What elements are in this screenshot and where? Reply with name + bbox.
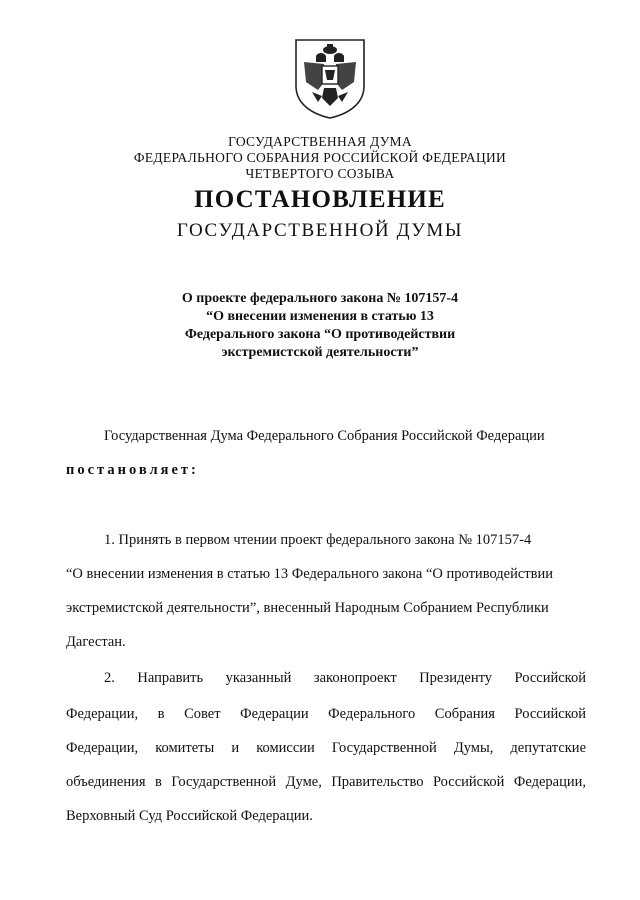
about-block	[0, 290, 640, 362]
item1-line-1: 1. Принять в первом чтении проект федерального закона № 107157-4	[104, 532, 532, 548]
item2-line-4: объединения в Государственной Думе, Правительство Российской Федерации,	[66, 774, 586, 790]
resolves-word: постановляет:	[66, 462, 199, 478]
item2-line-2: Федерации, в Совет Федерации Федерального Собрания Российской	[66, 706, 586, 722]
item1-line-3: экстремистской деятельности”, внесенный Народным Собранием Республики	[66, 600, 549, 616]
item2-line-5: Верховный Суд Российской Федерации.	[66, 808, 313, 824]
item2-line-1: 2. Направить указанный законопроект Президенту Российской	[104, 670, 586, 686]
org-line-2: ФЕДЕРАЛЬНОГО СОБРАНИЯ РОССИЙСКОЙ ФЕДЕРАЦИИ	[133, 150, 507, 165]
about-line-2: “О внесении изменения в статью 13	[206, 309, 434, 324]
preamble: Государственная Дума Федерального Собрания Российской Федерации	[104, 428, 545, 444]
about-line-1: О проекте федерального закона № 107157-4	[181, 291, 459, 306]
document-subtitle: ГОСУДАРСТВЕННОЙ ДУМЫ	[176, 220, 464, 241]
org-line-3: ЧЕТВЕРТОГО СОЗЫВА	[245, 166, 395, 181]
coat-of-arms-icon	[292, 36, 368, 120]
item1-line-2: “О внесении изменения в статью 13 Федерального закона “О противодействии	[66, 566, 553, 582]
document-title: ПОСТАНОВЛЕНИЕ	[194, 186, 446, 213]
item2-line-3: Федерации, комитеты и комиссии Государственной Думы, депутатские	[66, 740, 586, 756]
about-line-4: экстремистской деятельности”	[221, 345, 419, 360]
org-line-1: ГОСУДАРСТВЕННАЯ ДУМА	[228, 134, 412, 149]
item1-line-4: Дагестан.	[66, 634, 126, 650]
about-line-3: Федерального закона “О противодействии	[184, 327, 456, 342]
